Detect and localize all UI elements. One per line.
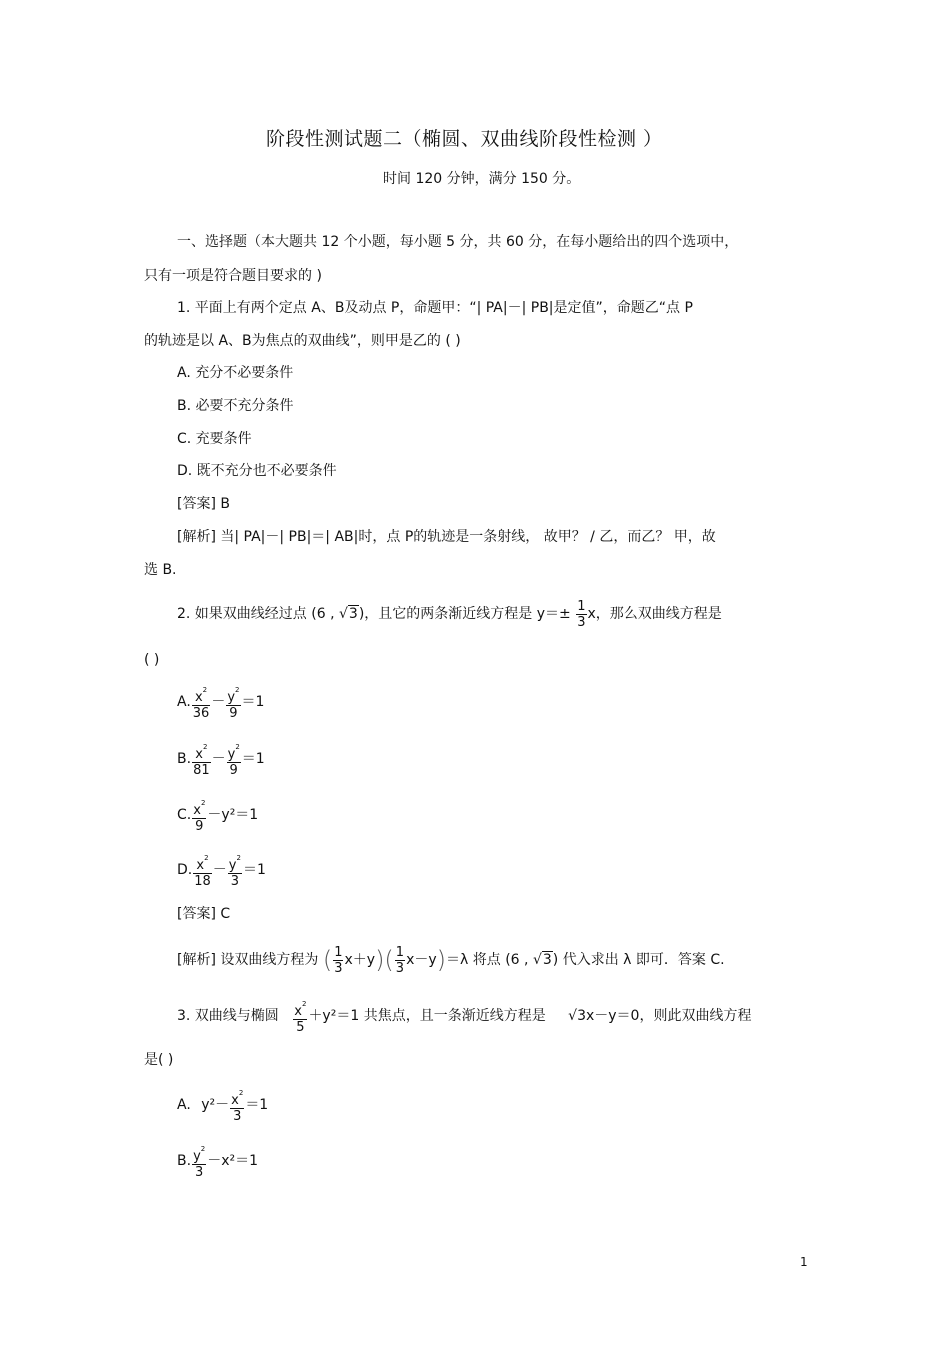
q2-stem-pre: 2. 如果双曲线经过点 (6 , xyxy=(177,606,335,622)
q2-option-d: D. $\frac{x^2}{18}$ － $\frac{y^2}{3}$ ＝1 xyxy=(177,851,266,889)
q2-stem-line1 xyxy=(177,597,722,631)
sqrt-symbol: √ xyxy=(568,1008,578,1024)
page-number: 1 xyxy=(800,1255,808,1269)
q1-stem-line2: 的轨迹是以 A、B为焦点的双曲线”，则甲是乙的 ( ) xyxy=(144,333,461,349)
page-title: 阶段性测试题二（椭圆、双曲线阶段性检测 ） xyxy=(266,128,663,150)
q2-stem-post: x，那么双曲线方程是 xyxy=(587,606,722,622)
q1-analysis-line1: [解析] 当| PA|－| PB|＝| AB|时，点 P的轨迹是一条射线， 故甲？ / 乙，而乙？ 甲，故 xyxy=(177,529,716,545)
q3-stem-line2: 是( ) xyxy=(144,1052,174,1068)
q1-stem-line1: 1. 平面上有两个定点 A、B及动点 P，命题甲：“| PA|－| PB|是定值”，命题乙“点 P xyxy=(177,300,693,316)
q2-stem-mid: )，且它的两条渐近线方程是 y＝± xyxy=(358,606,571,622)
section-heading-line1: 一、选择题（本大题共 12 个小题，每小题 5 分，共 60 分，在每小题给出的四个选项中， xyxy=(177,234,739,250)
sqrt-symbol: √3 xyxy=(338,606,358,622)
sqrt-symbol: √3 xyxy=(532,952,552,968)
q2-answer: [答案] C xyxy=(177,906,231,922)
q3-stem-line1: 3. 双曲线与椭圆 $\frac{x^2}{5}$ ＋y²＝1 共焦点，且一条渐近线方程是 √3x－y＝0，则此双曲线方程 xyxy=(177,997,751,1035)
exam-subtitle: 时间 120 分钟，满分 150 分。 xyxy=(383,171,581,187)
q3-option-b: B. $\frac{y^2}{3}$ －x²＝1 xyxy=(177,1142,258,1180)
q2-option-c: C. $\frac{x^2}{9}$ －y²＝1 xyxy=(177,796,258,834)
q2-paren: ( ) xyxy=(144,652,160,668)
q2-analysis: [解析] 设双曲线方程为 ( $\frac{1}{3}$ x＋y)( $\frac{1}{3}$ x－y)＝λ 将点 (6 , √3) 代入求出 λ 即可．答案 C. xyxy=(177,942,725,978)
q1-answer: [答案] B xyxy=(177,496,230,512)
q1-option-b: B. 必要不充分条件 xyxy=(177,398,294,414)
q1-option-c: C. 充要条件 xyxy=(177,431,252,447)
q1-analysis-line2: 选 B. xyxy=(144,562,177,578)
q2-option-b: B. $\frac{x^2}{81}$ － $\frac{y^2}{9}$ ＝1 xyxy=(177,740,265,778)
q3-option-a: A. y²－ $\frac{x^2}{3}$ ＝1 xyxy=(177,1086,268,1124)
q1-option-d: D. 既不充分也不必要条件 xyxy=(177,463,337,479)
q2-option-a: A. $\frac{x^2}{36}$ － $\frac{y^2}{9}$ ＝1 xyxy=(177,683,264,721)
q1-option-a: A. 充分不必要条件 xyxy=(177,365,294,381)
section-heading-line2: 只有一项是符合题目要求的 ) xyxy=(144,268,322,284)
q2-slope-fraction: $\frac{1}{3}$ xyxy=(577,598,586,630)
